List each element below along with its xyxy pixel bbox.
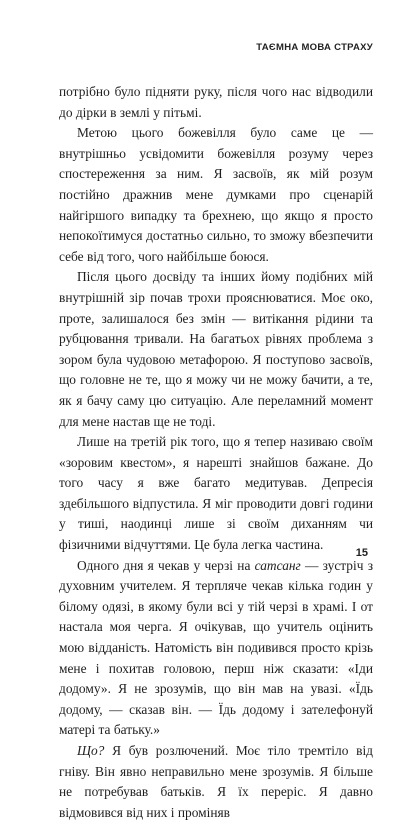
paragraph: Після цього досвіду та інших йому подібних мій внутрішній зір почав трохи прояснюватися. Моє око, проте, залишалося без змін — витікання рідини та рубцювання тривали. На багатьох рівнях проблема з зором була чудовою метафорою. Я поступово засвоїв, що головне не те, що я можу чи не можу бачити, а те, як я бачу саму цю ситуацію. Але переламний момент для мене настав ще не тоді.: [59, 269, 373, 429]
paragraph-text: Я був розлючений. Моє тіло тремтіло від гніву. Він явно неправильно мене зрозумів. Я більше не потребував батьків. Я їх переріс. Я давно відмовився від них і проміняв: [59, 743, 373, 820]
paragraph: [59, 556, 373, 741]
paragraph-text: Одного дня я чекав у черзі на: [77, 557, 255, 573]
paragraph: [59, 741, 373, 823]
running-header: ТАЄМНА МОВА СТРАХУ: [256, 42, 373, 53]
paragraph: Метою цього божевілля було саме це — внутрішньо усвідомити божевілля розуму через спостереження за ним. Я засвоїв, як мій розум постійно дражнив мене думками про сценарій найгіршого випадку та брехнею, що якщо я просто непокоїтимуся достатньо сильно, то зможу вбезпечити себе від того, чого найбільше боюся.: [59, 125, 373, 264]
paragraph: Лише на третій рік того, що я тепер називаю своїм «зоровим квестом», я нарешті знайшов бажане. До того часу я вже багато медитував. Депресія здебільшого відпустила. Я міг проводити довгі години у тиші, наодинці лише зі своїм диханням чи фізичними відчуттями. Це була легка частина.: [59, 434, 373, 553]
body-text: [59, 82, 373, 823]
emphasis-term: сатсанг: [254, 557, 301, 573]
emphasis-term: Що?: [77, 743, 105, 758]
paragraph: потрібно було підняти руку, після чого нас відводили до дірки в землі у пітьмі.: [59, 84, 373, 120]
page-number: 15: [355, 547, 368, 559]
paragraph-text: — зустріч з духовним учителем. Я терпляче чекав кілька годин у білому одязі, в якому були всі у тій черзі в храмі. І от настала моя черга. Я очікував, що учитель оцінить мою відданість. Натомість він подивився просто крізь мене і похитав головою, перш ніж сказати: «Іди додому». Я не зрозумів, що він мав на увазі. «Їдь додому, — сказав він. — Їдь додому і зателефонуй матері та батьку.»: [59, 557, 373, 738]
